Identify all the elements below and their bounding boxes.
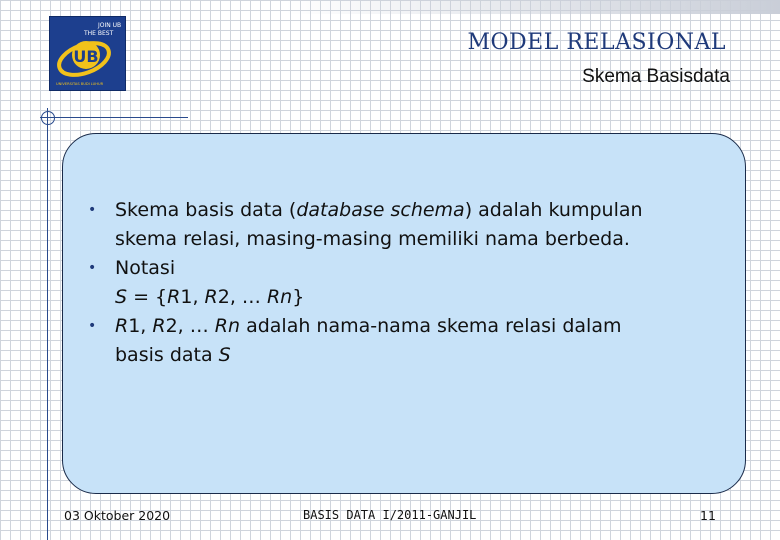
bullet-item-relation-names: • R1, R2, … Rn adalah nama-nama skema relasi dalam basis data S [88,312,728,370]
bullet-icon: • [88,318,97,334]
slide-subtitle: Skema Basisdata [582,66,730,87]
slide-title: MODEL RELASIONAL [467,30,726,55]
footer-course: BASIS DATA I/2011-GANJIL [303,508,477,522]
page-number: 11 [700,508,716,523]
footer-date: 03 Oktober 2020 [64,508,171,523]
bullet-icon: • [88,202,97,218]
university-logo [49,16,126,91]
divider-circle-icon [41,111,55,125]
logo-mid-text: THE BEST [84,30,114,37]
left-guide-line [47,108,48,540]
logo-main-text: UB [73,47,99,66]
logo-bottom-text: UNIVERSITAS BUDI LUHUR [56,82,104,86]
bullet-item-schema-definition: • Skema basis data (database schema) adalah kumpulan skema relasi, masing-masing memiliki nama berbeda. [88,196,728,254]
bullet-icon: • [88,260,97,276]
header-divider [40,117,188,118]
logo-top-text: JOIN UB [98,22,122,29]
bullet-item-notation: • Notasi S = {R1, R2, … Rn} [88,254,728,312]
bullet-list [88,196,728,370]
header-decoration [285,0,780,14]
